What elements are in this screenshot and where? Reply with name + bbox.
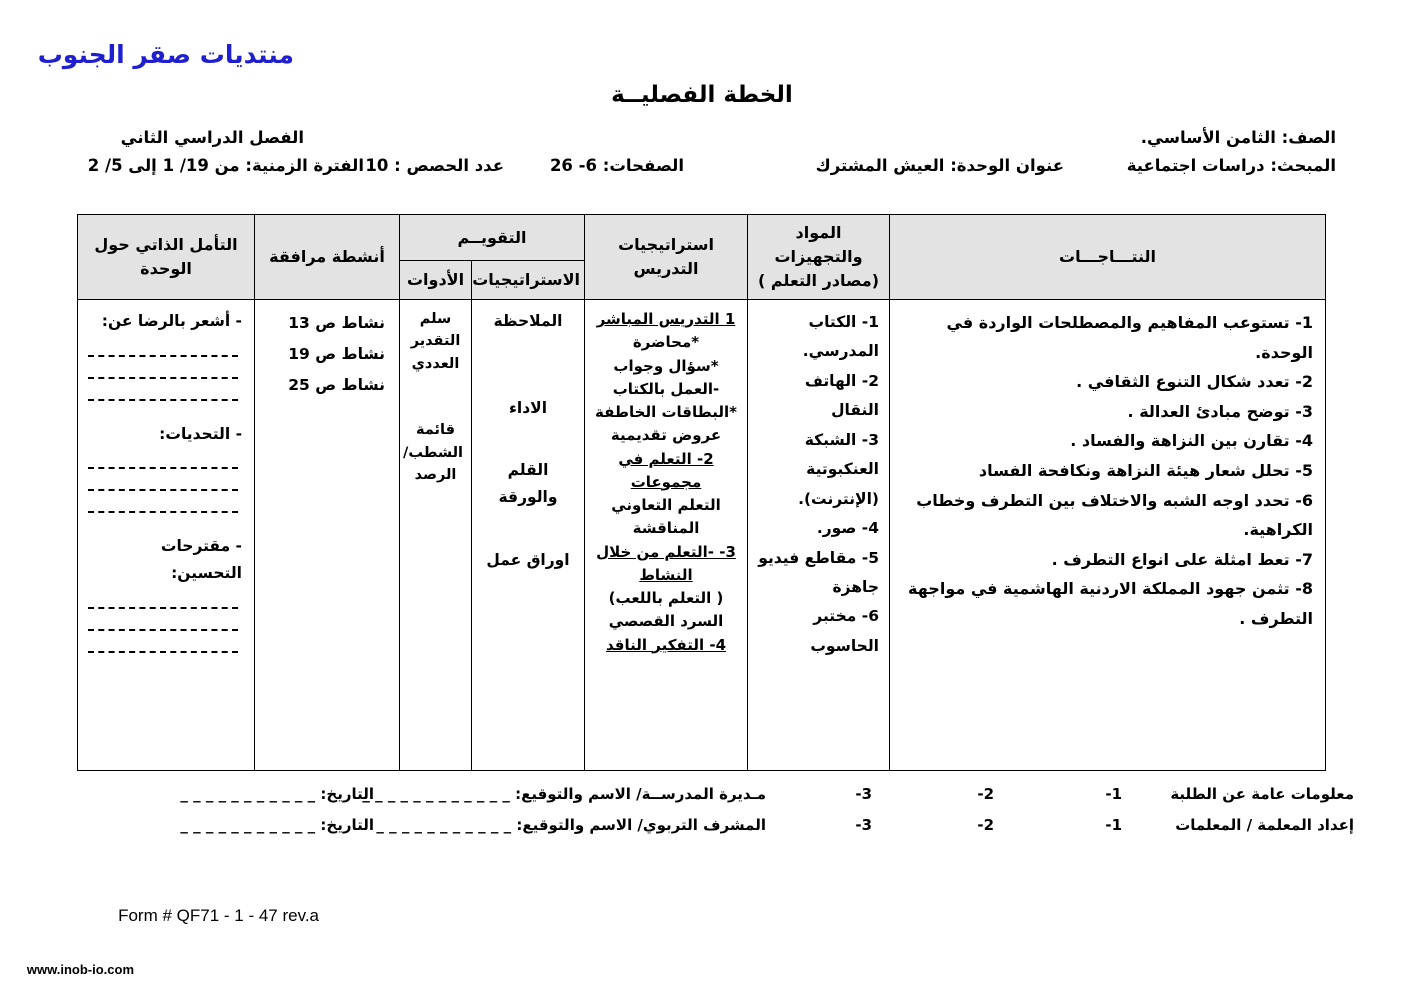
materials-list bbox=[748, 300, 889, 665]
footer-row-students bbox=[30, 785, 1374, 816]
list-item: 8- تثمن جهود المملكة الاردنية الهاشمية في مواجهة التطرف . bbox=[908, 579, 1313, 628]
list-item: عروض تقديمية bbox=[610, 426, 722, 445]
header-outcomes: النتـــاجـــات bbox=[890, 215, 1326, 300]
header-materials bbox=[748, 215, 890, 300]
list-item: 5- تحلل شعار هيئة النزاهة ونكافحة الفساد bbox=[978, 460, 1313, 480]
header-reflection-line2: الوحدة bbox=[140, 259, 192, 278]
principal-date-line: _ _ _ _ _ _ _ _ _ _ _ bbox=[180, 785, 316, 803]
evaluation-strategies-list bbox=[472, 300, 584, 577]
supervisor-signature-field[interactable] bbox=[376, 816, 766, 834]
list-item: 4- تقارن بين النزاهة والفساد . bbox=[1070, 431, 1313, 451]
cell-teaching-strategies bbox=[585, 300, 748, 771]
principal-date-field[interactable] bbox=[180, 785, 374, 803]
list-item: نشاط ص 25 bbox=[288, 376, 385, 394]
cell-activities bbox=[255, 300, 400, 771]
list-item: 5- مقاطع فيديو جاهزة bbox=[758, 548, 879, 596]
list-item: 2- التعلم في مجموعات bbox=[618, 449, 714, 491]
write-in-line[interactable] bbox=[88, 511, 238, 513]
principal-date-label: التاريخ: bbox=[320, 785, 374, 803]
principal-signature-field[interactable] bbox=[362, 785, 766, 803]
supervisor-date-line: _ _ _ _ _ _ _ _ _ _ _ bbox=[180, 816, 316, 834]
list-item: قائمة الشطب/ الرصد bbox=[403, 422, 463, 484]
list-item: السرد القصصي bbox=[608, 612, 724, 631]
list-item: المناقشة bbox=[632, 519, 700, 538]
evaluation-tools-list bbox=[400, 300, 471, 491]
list-item: *محاضرة bbox=[632, 333, 700, 352]
site-url-watermark: www.inob-io.com bbox=[26, 962, 134, 977]
meta-info-block bbox=[30, 128, 1374, 184]
supervisor-date-label: التاريخ: bbox=[320, 816, 374, 834]
footer-teachers-item-3: 3- bbox=[855, 816, 872, 834]
footer-students-item-3: 3- bbox=[855, 785, 872, 803]
footer-teachers-item-1: 1- bbox=[1105, 816, 1122, 834]
cell-outcomes bbox=[890, 300, 1326, 771]
header-teaching-strategies: استراتيجيات التدريس bbox=[585, 215, 748, 300]
list-item: 3- الشبكة العنكبوتية (الإنترنت). bbox=[798, 430, 879, 508]
principal-signature-label: مـديرة المدرســة/ الاسم والتوقيع: bbox=[515, 785, 766, 803]
meta-pages: الصفحات: 6- 26 bbox=[549, 156, 684, 175]
footer-students-item-1: 1- bbox=[1105, 785, 1122, 803]
meta-subject: المبحث: دراسات اجتماعية bbox=[1126, 156, 1336, 175]
meta-unit-title: عنوان الوحدة: العيش المشترك bbox=[815, 156, 1064, 175]
list-item: 2- تعدد شكال التنوع الثقافي . bbox=[1076, 372, 1313, 392]
reflection-satisfaction-label: - أشعر بالرضا عن: bbox=[101, 312, 242, 330]
footer-row-teachers bbox=[30, 816, 1374, 847]
list-item: التعلم التعاوني bbox=[611, 496, 721, 514]
write-in-line[interactable] bbox=[88, 607, 238, 609]
header-evaluation: التقويــم bbox=[400, 215, 585, 261]
write-in-line[interactable] bbox=[88, 489, 238, 491]
list-item: 2- الهاتف النقال bbox=[804, 371, 879, 420]
footer-signature-block bbox=[30, 785, 1374, 847]
list-item: 1- الكتاب المدرسي. bbox=[802, 313, 879, 361]
list-item: 1 التدريس المباشر bbox=[596, 310, 736, 328]
list-item: ( التعلم باللعب) bbox=[608, 589, 724, 607]
site-banner-watermark: منتديات صقر الجنوب bbox=[37, 40, 294, 69]
table-header bbox=[78, 215, 1326, 300]
meta-term: الفصل الدراسي الثاني bbox=[120, 128, 304, 147]
write-in-line[interactable] bbox=[88, 651, 238, 653]
activities-list bbox=[255, 300, 399, 405]
write-in-line[interactable] bbox=[88, 355, 238, 357]
list-item: 1- تستوعب المفاهيم والمصطلحات الواردة في الوحدة. bbox=[946, 313, 1313, 362]
reflection-improvements-label: - مقترحات التحسين: bbox=[160, 537, 242, 582]
header-reflection bbox=[78, 215, 255, 300]
header-reflection-line1: التأمل الذاتي حول bbox=[94, 235, 238, 254]
header-materials-line1: المواد والتجهيزات bbox=[774, 223, 863, 266]
write-in-line[interactable] bbox=[88, 377, 238, 379]
list-item: 3- -التعلم من خلال النشاط bbox=[596, 542, 736, 584]
header-materials-line2: (مصادر التعلم ) bbox=[758, 271, 879, 290]
list-item: *سؤال وجواب bbox=[613, 356, 719, 375]
list-item: نشاط ص 19 bbox=[288, 345, 385, 363]
teaching-strategies-list bbox=[585, 300, 747, 661]
footer-students-label: معلومات عامة عن الطلبة bbox=[1170, 785, 1354, 803]
list-item: اوراق عمل bbox=[486, 550, 570, 569]
list-item: سلم التقدير العددي bbox=[410, 311, 461, 372]
principal-signature-line: _ _ _ _ _ _ _ _ _ _ _ _ bbox=[362, 785, 510, 803]
list-item: 6- مختبر الحاسوب bbox=[810, 607, 879, 655]
write-in-line[interactable] bbox=[88, 467, 238, 469]
meta-lessons-count: عدد الحصص : 10 bbox=[365, 156, 504, 175]
meta-row-2 bbox=[30, 156, 1374, 184]
page-title: الخطة الفصليــة bbox=[611, 82, 793, 108]
supervisor-date-field[interactable] bbox=[180, 816, 374, 834]
list-item: 4- التفكير الناقد bbox=[606, 635, 726, 654]
footer-students-item-2: 2- bbox=[977, 785, 994, 803]
meta-class: الصف: الثامن الأساسي. bbox=[1140, 128, 1336, 147]
list-item: 6- تحدد اوجه الشبه والاختلاف بين التطرف وخطاب الكراهية. bbox=[916, 490, 1313, 540]
supervisor-signature-label: المشرف التربوي/ الاسم والتوقيع: bbox=[516, 816, 766, 834]
list-item: 3- توضح مبادئ العدالة . bbox=[1127, 401, 1313, 421]
cell-evaluation-tools bbox=[400, 300, 472, 771]
outcomes-list bbox=[890, 300, 1325, 638]
list-item: الاداء bbox=[508, 398, 548, 417]
list-item: -العمل بالكتاب bbox=[612, 379, 720, 398]
header-activities: أنشطة مرافقة bbox=[255, 215, 400, 300]
supervisor-signature-line: _ _ _ _ _ _ _ _ _ _ _ bbox=[376, 816, 512, 834]
header-evaluation-tools: الأدوات bbox=[400, 261, 472, 300]
meta-period: الفترة الزمنية: من 19/ 1 إلى 5/ 2 bbox=[87, 156, 364, 175]
write-in-line[interactable] bbox=[88, 629, 238, 631]
footer-teachers-item-2: 2- bbox=[977, 816, 994, 834]
spacer bbox=[408, 375, 463, 419]
table-row bbox=[78, 300, 1326, 771]
cell-reflection bbox=[78, 300, 255, 771]
reflection-challenges-label: - التحديات: bbox=[159, 424, 242, 443]
form-identifier: Form # QF71 - 1 - 47 rev.a bbox=[118, 906, 319, 925]
cell-materials bbox=[748, 300, 890, 771]
list-item: 4- صور. bbox=[816, 519, 879, 538]
meta-row-1 bbox=[30, 128, 1374, 156]
reflection-block bbox=[78, 300, 254, 677]
list-item: الملاحظة bbox=[493, 312, 563, 330]
cell-evaluation-strategies bbox=[472, 300, 585, 771]
write-in-line[interactable] bbox=[88, 399, 238, 401]
footer-teachers-label: إعداد المعلمة / المعلمات bbox=[1175, 816, 1354, 834]
plan-table bbox=[77, 214, 1326, 771]
header-evaluation-strategies: الاستراتيجيات bbox=[472, 261, 585, 300]
list-item: 7- تعط امثلة على انواع التطرف . bbox=[1051, 549, 1313, 569]
list-item: القلم والورقة bbox=[498, 461, 558, 506]
list-item: *البطاقات الخاطفة bbox=[595, 403, 737, 421]
list-item: نشاط ص 13 bbox=[288, 314, 385, 332]
